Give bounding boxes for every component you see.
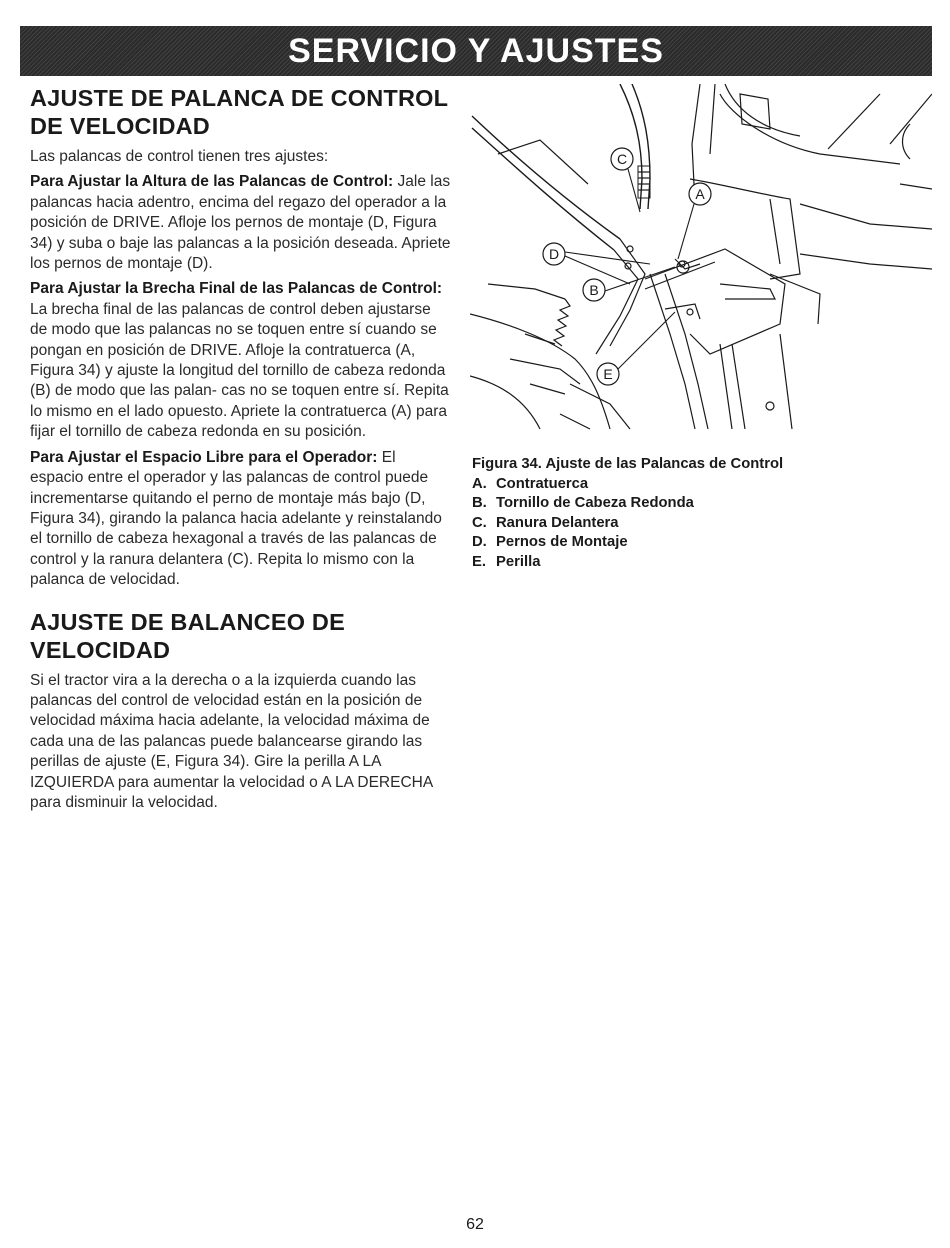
heading-line-1: AJUSTE DE PALANCA DE CONTROL	[30, 85, 449, 111]
svg-text:D: D	[548, 246, 560, 262]
banner-title: SERVICIO Y AJUSTES	[288, 31, 664, 70]
paragraph-lead: Para Ajustar la Altura de las Palancas de Control:	[30, 173, 394, 191]
paragraph-operator-clearance	[30, 448, 452, 591]
svg-text:A: A	[695, 186, 705, 202]
paragraph-lead: Para Ajustar el Espacio Libre para el Operador:	[30, 448, 378, 466]
svg-text:C: C	[616, 151, 628, 167]
legend-item-b: B. Tornillo de Cabeza Redonda	[472, 495, 694, 511]
intro-paragraph: Las palancas de control tienen tres ajustes:	[30, 148, 329, 165]
section-heading-speed-balance: AJUSTE DE BALANCEO DE VELOCIDAD	[30, 608, 345, 663]
paragraph-body: La brecha final de las palancas de control deben ajustarse de modo que las palancas no se toquen entre sí cuando se pongan en posición de DRIVE. Afloje la contratuerca (A, Figura 34) y ajuste la longitud del tornillo de cabeza redonda (B) de modo que las palan- cas no se toquen entre sí. Repita lo mismo en el lado opuesto. Apriete la contratuerca (A) para fijar el tornillo de cabeza redonda en su posición.	[30, 300, 449, 441]
page-number: 62	[466, 1216, 484, 1233]
section-heading-control-lever	[30, 84, 452, 140]
heading-line-2: DE VELOCIDAD	[30, 113, 210, 139]
control-lever-diagram	[470, 84, 932, 444]
paragraph-body: Jale las palancas hacia adentro, encima del regazo del operador a la posición de DRIVE. Afloje los pernos de montaje (D, Figura 34) y suba o baje las palancas a la posición deseada. Apriete los pernos de montaje (D).	[30, 173, 451, 273]
callout-b	[583, 279, 605, 301]
figure-title: Figura 34. Ajuste de las Palancas de Control	[472, 456, 784, 472]
callout-a	[689, 183, 711, 205]
svg-text:E: E	[603, 366, 613, 382]
legend-item-c: C. Ranura Delantera	[472, 514, 619, 531]
paragraph-body: El espacio entre el operador y las palancas de control puede incrementarse quitando el perno de montaje más bajo (D, Figura 34), girando la palanca hacia adelante y reinstalando el tornillo de cabeza hexagonal a través de las palancas de control y la ranura delantera (C). Repita lo mismo con la palanca de velocidad.	[30, 448, 442, 589]
callout-c	[611, 148, 633, 170]
paragraph-lever-gap	[30, 279, 452, 442]
figure-34-illustration	[470, 84, 932, 444]
svg-text:B: B	[589, 282, 599, 298]
left-column	[30, 84, 452, 813]
paragraph-lever-height	[30, 172, 452, 274]
paragraph-speed-balance: Si el tractor vira a la derecha o a la izquierda cuando las palancas del control de velocidad están en la posición de velocidad máxima hacia adelante, la velocidad máxima de cada una de las palancas puede balancearse girando las perillas de ajuste (E, Figura 34). Gire la perilla A LA IZQUIERDA para aumentar la velocidad o A LA DERECHA para disminuir la velocidad.	[30, 671, 433, 811]
legend-item-e: E. Perilla	[472, 553, 541, 570]
figure-caption	[472, 455, 932, 572]
paragraph-lead: Para Ajustar la Brecha Final de las Palancas de Control:	[30, 280, 443, 298]
legend-item-d: D. Pernos de Montaje	[472, 534, 628, 550]
legend-item-a: A. Contratuerca	[472, 475, 589, 492]
section-banner	[20, 26, 932, 76]
callout-d	[543, 243, 565, 265]
callout-e	[597, 363, 619, 385]
